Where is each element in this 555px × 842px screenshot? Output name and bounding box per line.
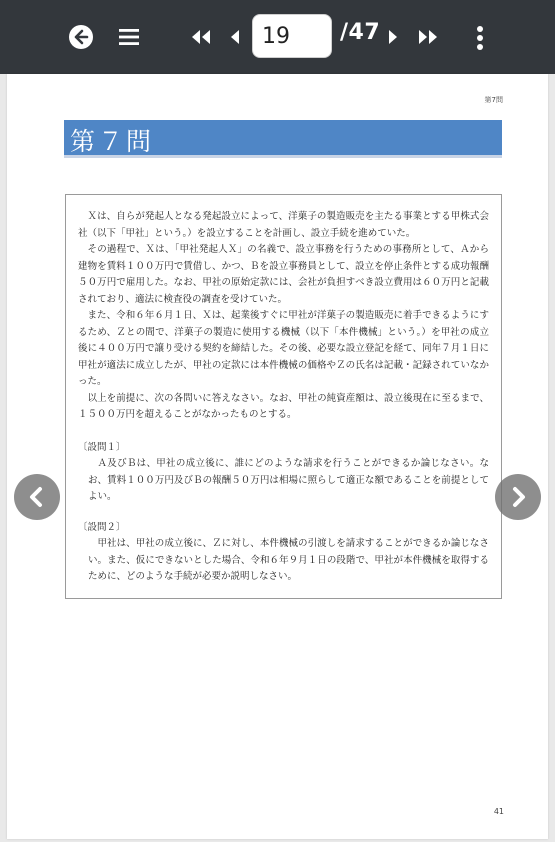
sub-question-1-heading: 〔設問１〕 xyxy=(78,441,126,453)
question-paragraph: Ｘは、自らが発起人となる発起設立によって、洋菓子の製造販売を主たる事業とする甲株式会社（以下「甲社」という。）を設立することを計画し、設立手続を進めていた。 xyxy=(78,211,489,239)
page-total: /47 xyxy=(340,20,381,45)
next-page-icon[interactable] xyxy=(387,29,399,45)
first-page-icon[interactable] xyxy=(190,29,212,45)
page-header-label: 第7問 xyxy=(484,96,503,104)
question-title: 第７問 xyxy=(70,127,155,156)
chevron-left-icon[interactable] xyxy=(14,474,60,520)
document-page xyxy=(7,74,548,839)
last-page-icon[interactable] xyxy=(417,29,439,45)
more-vertical-icon[interactable] xyxy=(474,25,486,51)
question-title-bar xyxy=(64,120,502,158)
page-number-input[interactable] xyxy=(252,14,332,58)
chevron-right-icon[interactable] xyxy=(495,474,541,520)
previous-page-icon[interactable] xyxy=(229,29,241,45)
sub-question-2-body: 甲社は、甲社の成立後に、Ｚに対し、本件機械の引渡しを請求することができるか論じなさい。また、仮にできないとした場合、令和６年９月１日の段階で、甲社が本件機械を取得するために、どのような手続が必要か説明しなさい。 xyxy=(88,538,489,582)
back-arrow-icon[interactable] xyxy=(68,24,94,50)
sub-question-1-body: Ａ及びＢは、甲社の成立後に、誰にどのような請求を行うことができるか論じなさい。なお、賃料１００万円及びＢの報酬５０万円は相場に照らして適正な額であることを前提としてよい。 xyxy=(88,458,489,502)
question-box xyxy=(65,194,502,599)
sub-question-2-heading: 〔設問２〕 xyxy=(78,521,126,533)
question-paragraph: 以上を前提に、次の各問いに答えなさい。なお、甲社の純資産額は、設立後現在に至るまで、１５００万円を超えることがなかったものとする。 xyxy=(78,392,489,420)
question-paragraph: また、令和６年６月１日、Ｘは、起業後すぐに甲社が洋菓子の製造販売に着手できるようにするため、Ｚとの間で、洋菓子の製造に使用する機械（以下「本件機械」という。）を甲社の成立後に４００万円で譲り受ける契約を締結した。その後、必要な設立登記を経て、同年７月１日に甲社が適法に成立したが、甲社の定款には本件機械の価格やＺの氏名は記載・記録されていなかった。 xyxy=(78,310,489,387)
menu-icon[interactable] xyxy=(118,27,140,47)
reader-toolbar xyxy=(0,0,555,74)
page-number: 41 xyxy=(493,807,504,816)
question-paragraph: その過程で、Ｘは、「甲社発起人Ｘ」の名義で、設立事務を行うための事務所として、Ａから建物を賃料１００万円で賃借し、かつ、Ｂを設立事務員として、設立を停止条件とする成功報酬５０万円で雇用した。なお、甲社の原始定款には、会社が負担すべき設立費用は６０万円と記載されており、適法に検査役の調査を受けていた。 xyxy=(78,244,489,305)
